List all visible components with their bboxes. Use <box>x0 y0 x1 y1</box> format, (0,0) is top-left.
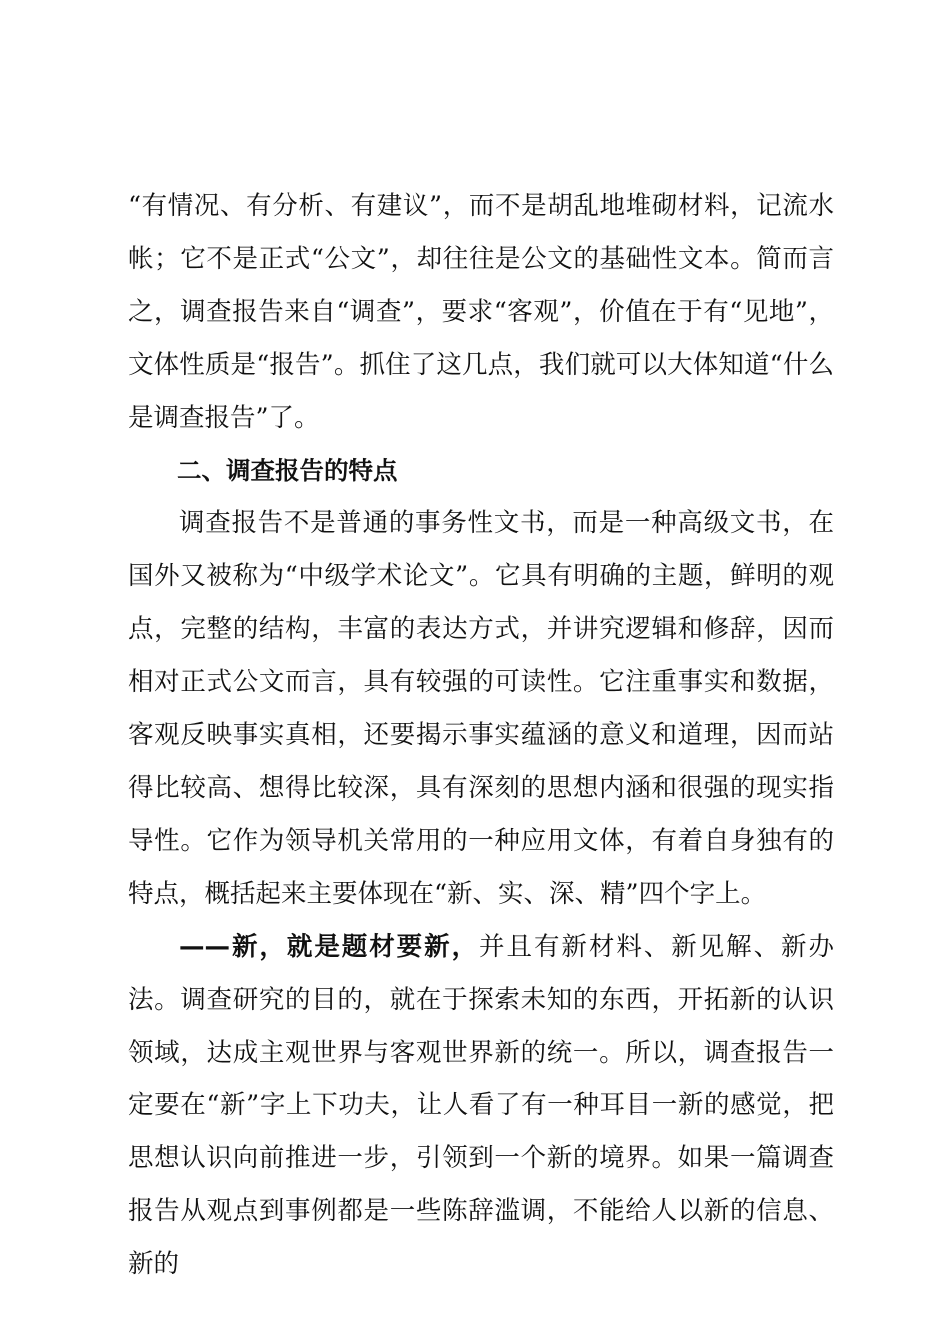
paragraph-new <box>128 921 834 1291</box>
paragraph-features-intro: 调查报告不是普通的事务性文书，而是一种高级文书，在国外又被称为“中级学术论文”。它具有明确的主题，鲜明的观点，完整的结构，丰富的表达方式，并讲究逻辑和修辞，因而相对正式公文而言，具有较强的可读性。它注重事实和数据，客观反映事实真相，还要揭示事实蕴涵的意义和道理，因而站得比较高、想得比较深，具有深刻的思想内涵和很强的现实指导性。它作为领导机关常用的一种应用文体，有着自身独有的特点，概括起来主要体现在“新、实、深、精”四个字上。 <box>128 508 834 909</box>
document-body <box>128 180 834 1291</box>
paragraph-new-lead: ——新，就是题材要新， <box>179 931 480 962</box>
section-heading: 二、调查报告的特点 <box>177 455 398 485</box>
paragraph-continuation: “有情况、有分析、有建议”，而不是胡乱地堆砌材料，记流水帐；它不是正式“公文”，却往往是公文的基础性文本。简而言之，调查报告来自“调查”，要求“客观”，价值在于有“见地”，文体性质是“报告”。抓住了这几点，我们就可以大体知道“什么是调查报告”了。 <box>128 191 834 433</box>
paragraph-new-text: 并且有新材料、新见解、新办法。调查研究的目的，就在于探索未知的东西，开拓新的认识领域，达成主观世界与客观世界新的统一。所以，调查报告一定要在“新”字上下功夫，让人看了有一种耳目一新的感觉，把思想认识向前推进一步，引领到一个新的境界。如果一篇调查报告从观点到事例都是一些陈辞滥调，不能给人以新的信息、新的 <box>128 931 834 1280</box>
